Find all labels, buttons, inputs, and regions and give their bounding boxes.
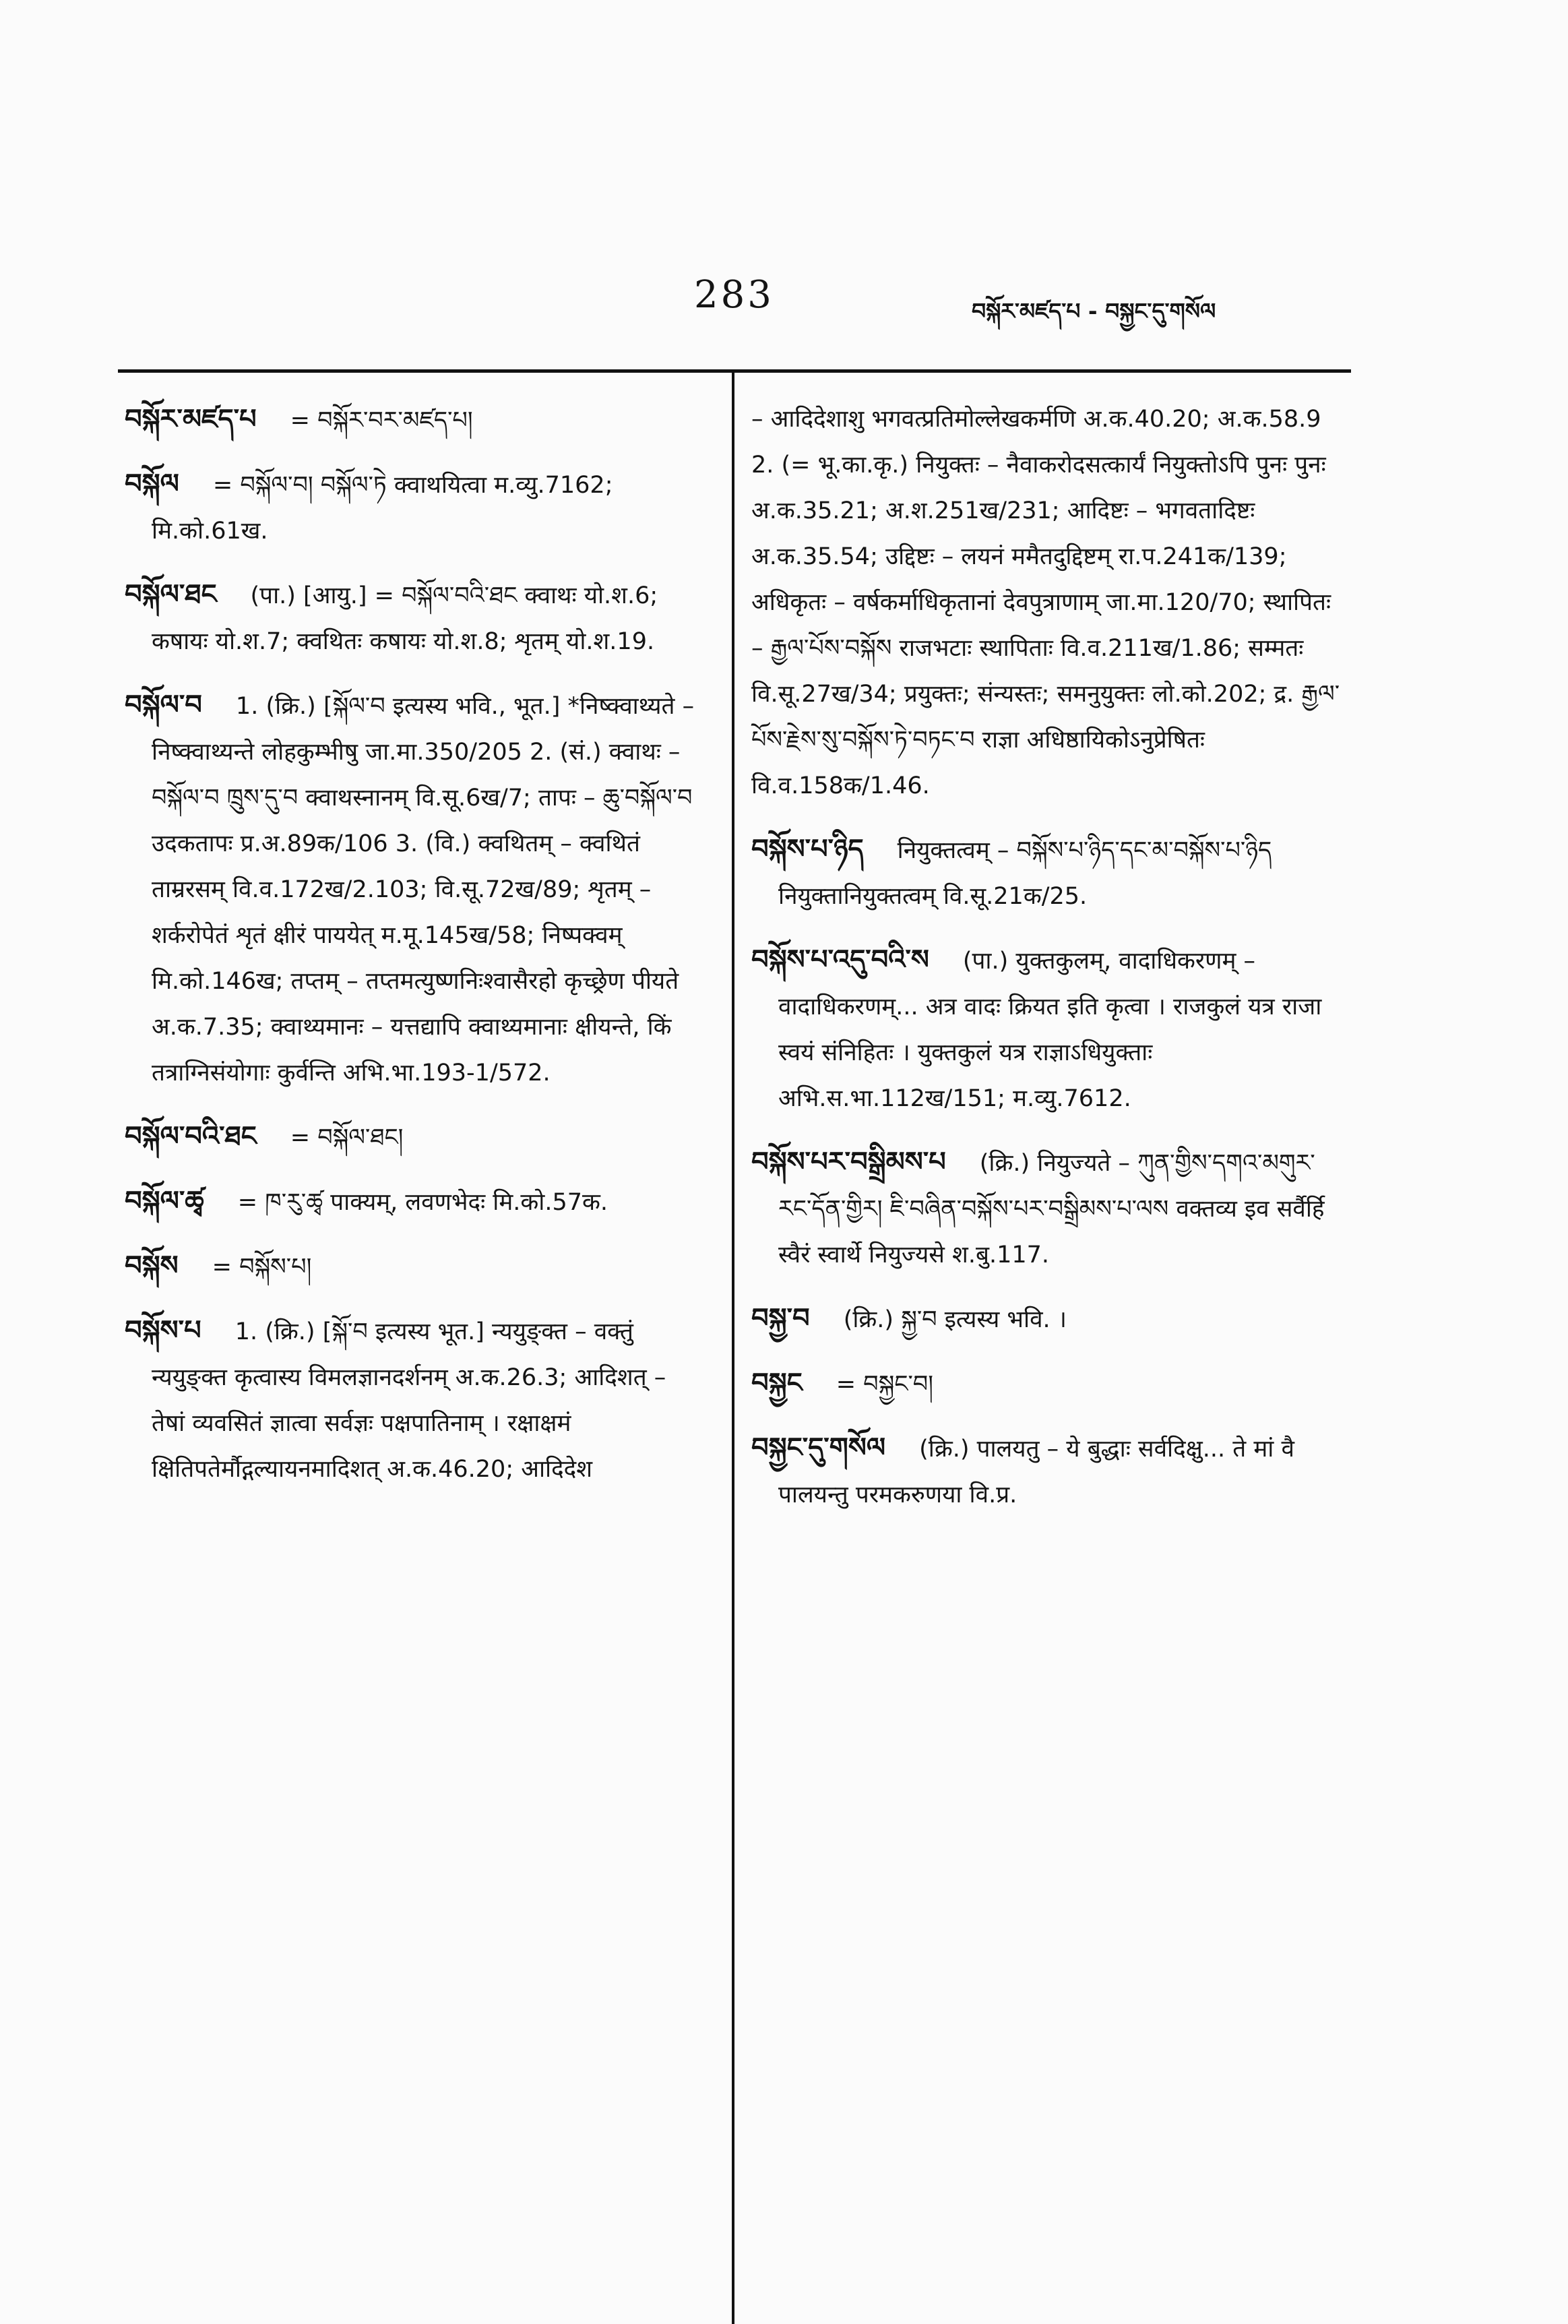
entry-headword: བསྐྱ་བ	[751, 1303, 810, 1334]
entry-body: = བསྐོལ་ཐང།	[290, 1124, 404, 1151]
entry-body: (पा.) युक्तकुलम्, वादाधिकरणम् – वादाधिकरणम्... अत्र वादः क्रियत इति कृत्वा । राजकुलं यत्र राजा स्वयं संनिहितः । युक्तकुलं यत्र राज्ञाऽधियुक्ताः अभि.स.भा.112ख/151; म.व्यु.7612.	[778, 948, 1322, 1112]
entry-headword: བསྐྱང་དུ་གསོལ	[751, 1432, 886, 1463]
entry-body: = ཁ་རུ་ཚྭ पाक्यम्, लवणभेदः मि.को.57क.	[237, 1189, 608, 1216]
dictionary-entry	[751, 1360, 1341, 1407]
header-rule	[118, 369, 1351, 373]
dictionary-entry	[751, 1295, 1341, 1343]
entry-body: नियुक्तत्वम् – བསྐོས་པ་ཉིད་དང་མ་བསྐོས་པ་ཉིད नियुक्तानियुक्तत्वम् वि.सू.21क/25.	[778, 837, 1272, 910]
dictionary-entry	[125, 461, 701, 554]
entry-body: (पा.) [आयु.] = བསྐོལ་བའི་ཐང क्वाथः यो.श.6; कषायः यो.श.7; क्वथितः कषायः यो.श.8; शृतम् यो.श.19.	[152, 582, 658, 655]
dictionary-entry	[125, 1178, 701, 1225]
entry-headword: བསྐོས་པ་ཉིད	[751, 834, 864, 865]
entry-headword: བསྐྱང	[751, 1368, 803, 1399]
entry-headword: བསྐོས	[125, 1250, 179, 1281]
dictionary-entry	[751, 826, 1341, 919]
entry-body: (क्रि.) नियुज्यते – ཀུན་གྱིས་དགའ་མགུར་རང་དོན་གྱིར། ཇི་བཞིན་བསྐོས་པར་བསྒྲིམས་པ་ལས वक्तव्य इव सर्वैर्हि स्वैरं स्वार्थे नियुज्यसे श.बु.117.	[778, 1150, 1325, 1268]
entry-headword: བསྐོལ་བའི་ཐང	[125, 1121, 257, 1152]
entry-body: 1. (क्रि.) [སྐོ་བ इत्यस्य भूत.] न्ययुङ्क्त – वक्तुं न्ययुङ्क्त कृत्वास्य विमलज्ञानदर्शनम् अ.क.26.3; आदिशत् – तेषां व्यवसितं ज्ञात्वा सर्वज्ञः पक्षपातिनाम् । रक्षाक्षमं क्षितिपतेर्मौद्गल्यायनमादिशत् अ.क.46.20; आदिदेश	[152, 1318, 666, 1483]
dictionary-entry	[125, 396, 701, 444]
entry-body: = བསྐོས་པ།	[212, 1254, 312, 1281]
entry-headword: བསྐོས་པ	[125, 1315, 201, 1346]
entry-headword: བསྐོས་པར་བསྒྲིམས་པ	[751, 1146, 946, 1178]
running-head: བསྐོར་མཛད་པ - བསྐྱང་དུ་གསོལ	[972, 298, 1216, 324]
dictionary-entry	[125, 1243, 701, 1290]
page-number: 283	[694, 273, 774, 317]
entry-headword: བསྐོལ	[125, 468, 179, 499]
entry-body: = བསྐྱང་བ།	[836, 1371, 933, 1398]
entry-body: (क्रि.) पालयतु – ये बुद्धाः सर्वदिक्षु... ते मां वै पालयन्तु परमकरुणया वि.प्र.	[778, 1436, 1294, 1508]
entry-body: 1. (क्रि.) [སྐོལ་བ इत्यस्य भवि., भूत.] *निष्क्वाथ्यते – निष्क्वाथ्यन्ते लोहकुम्भीषु जा.मा.350/205 2. (सं.) क्वाथः – བསྐོལ་བ ཁྲུས་དུ་བ क्वाथस्नानम् वि.सू.6ख/7; तापः – ཆུ་བསྐོལ་བ उदकतापः प्र.अ.89क/106 3. (वि.) क्वथितम् – क्वथितं ताम्ररसम् वि.व.172ख/2.103; वि.सू.72ख/89; शृतम् – शर्करोपेतं शृतं क्षीरं पाययेत् म.मू.145ख/58; निष्पक्वम् मि.को.146ख; तप्तम् – तप्तमत्युष्णनिःश्वासैरहो कृच्छ्रेण पीयते अ.क.7.35; क्वाथ्यमानः – यत्तद्यापि क्वाथ्यमानाः क्षीयन्ते, किं तत्राग्निसंयोगाः कुर्वन्ति अभि.भा.193-1/572.	[152, 693, 695, 1087]
entry-headword: བསྐོལ་ཐང	[125, 579, 217, 610]
dictionary-entry	[751, 937, 1341, 1122]
entry-headword: བསྐོལ་བ	[125, 690, 202, 721]
right-column	[751, 396, 1341, 1535]
entry-body: – आदिदेशाशु भगवत्प्रतिमोल्लेखकर्मणि अ.क.40.20; अ.क.58.9 2. (= भू.का.कृ.) नियुक्तः – नैवाकरोदसत्कार्यं नियुक्तोऽपि पुनः पुनः अ.क.35.21; अ.श.251ख/231; आदिष्टः – भगवतादिष्टः अ.क.35.54; उद्दिष्टः – लयनं ममैतदुद्दिष्टम् रा.प.241क/139; अधिकृतः – वर्षकर्माधिकृतानां देवपुत्राणाम् जा.मा.120/70; स्थापितः – རྒྱལ་པོས་བསྐོས राजभटाः स्थापिताः वि.व.211ख/1.86; सम्मतः वि.सू.27ख/34; प्रयुक्तः; संन्यस्तः; समनुयुक्तः लो.को.202; द्र. རྒྱལ་པོས་རྗེས་སུ་བསྐོས་ཏེ་བཏང་བ राज्ञा अधिष्ठायिकोऽनुप्रेषितः वि.व.158क/1.46.	[751, 406, 1340, 799]
dictionary-entry	[751, 1139, 1341, 1278]
dictionary-entry	[125, 1113, 701, 1161]
dictionary-entry	[125, 572, 701, 665]
entry-body: (क्रि.) སྐྱ་བ इत्यस्य भवि. ।	[843, 1306, 1067, 1333]
dictionary-entry	[125, 1308, 701, 1492]
dictionary-entry	[751, 1425, 1341, 1518]
left-column	[125, 396, 701, 1510]
dictionary-entry	[125, 682, 701, 1096]
entry-headword: བསྐོར་མཛད་པ	[125, 404, 257, 435]
column-divider	[732, 369, 734, 2324]
dictionary-entry-continued	[751, 396, 1341, 809]
entry-body: = བསྐོལ་བ། བསྐོལ་ཏེ क्वाथयित्वा म.व्यु.7162; मि.को.61ख.	[152, 472, 613, 545]
entry-headword: བསྐོས་པ་འདུ་བའི་ས	[751, 944, 929, 975]
entry-headword: བསྐོལ་ཚྭ	[125, 1186, 204, 1217]
entry-body: = བསྐོར་བར་མཛད་པ།	[290, 407, 473, 434]
